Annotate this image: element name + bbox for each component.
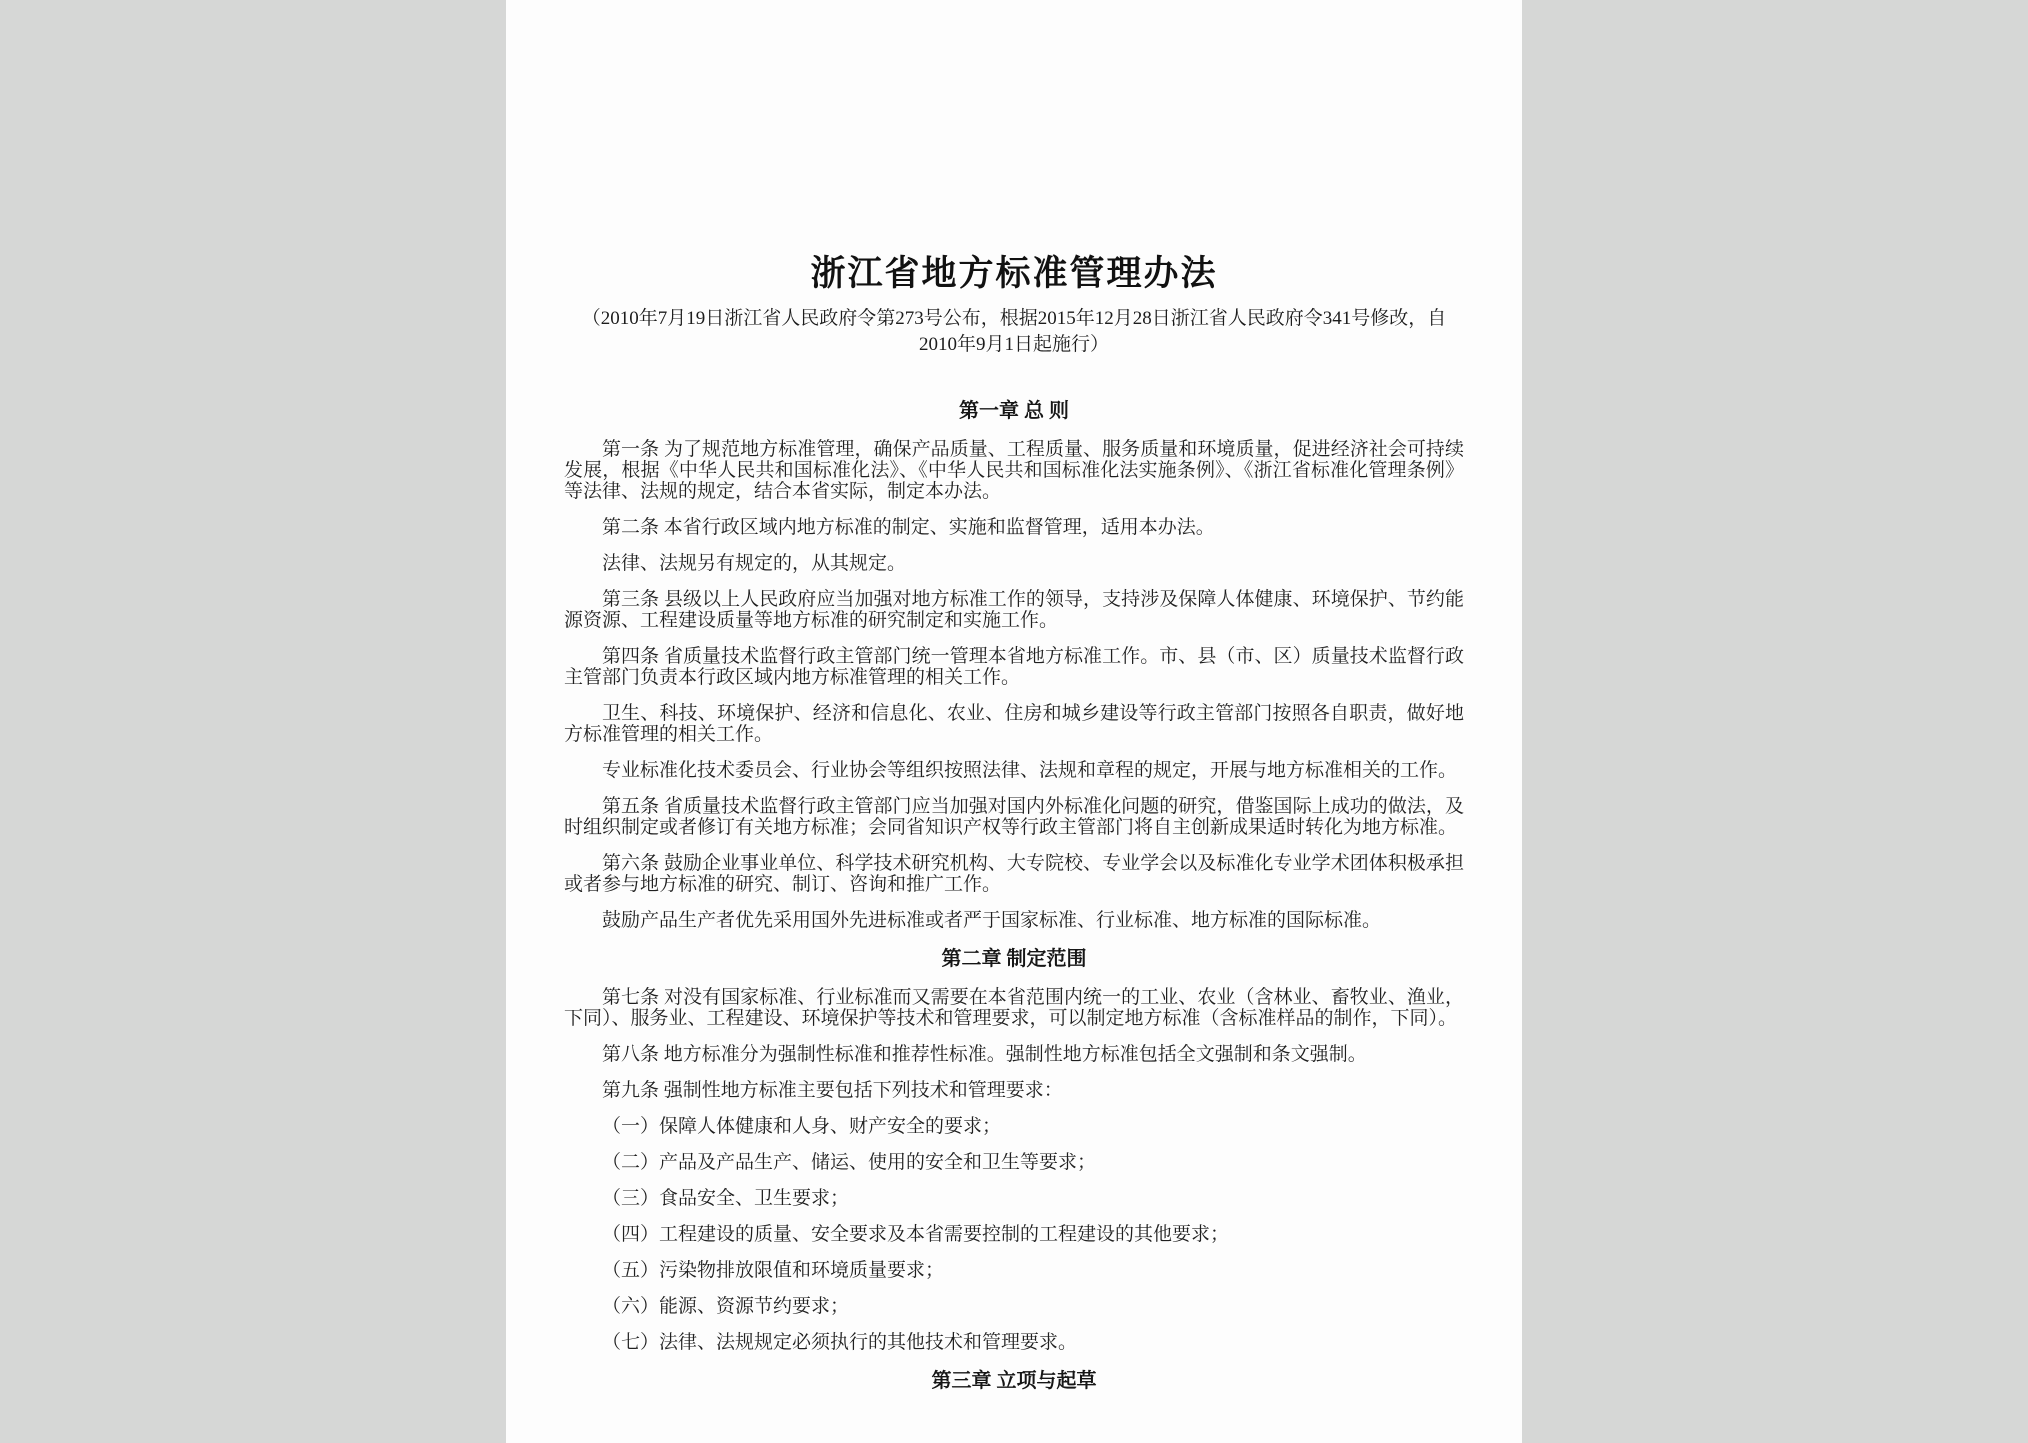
paragraph: （四）工程建设的质量、安全要求及本省需要控制的工程建设的其他要求； (602, 1224, 1230, 1245)
chapter-heading: 第一章 总 则 (959, 400, 1069, 422)
chapter-heading: 第二章 制定范围 (941, 948, 1087, 970)
document-page (506, 0, 1522, 1443)
paragraph: 第二条 本省行政区域内地方标准的制定、实施和监督管理，适用本办法。 (602, 517, 1215, 538)
paragraph: （七）法律、法规规定必须执行的其他技术和管理要求。 (602, 1332, 1078, 1353)
paragraph: 第三条 县级以上人民政府应当加强对地方标准工作的领导，支持涉及保障人体健康、环境保护、节约能源资源、工程建设质量等地方标准的研究制定和实施工作。 (564, 589, 1464, 631)
paragraph: 第六条 鼓励企业事业单位、科学技术研究机构、大专院校、专业学会以及标准化专业学术团体积极承担或者参与地方标准的研究、制订、咨询和推广工作。 (564, 853, 1464, 895)
paragraph: （三）食品安全、卫生要求； (602, 1188, 850, 1209)
paragraph: 第五条 省质量技术监督行政主管部门应当加强对国内外标准化问题的研究，借鉴国际上成功的做法，及时组织制定或者修订有关地方标准；会同省知识产权等行政主管部门将自主创新成果适时转化为地方标准。 (564, 796, 1464, 838)
paragraph: 第四条 省质量技术监督行政主管部门统一管理本省地方标准工作。市、县（市、区）质量技术监督行政主管部门负责本行政区域内地方标准管理的相关工作。 (564, 646, 1464, 688)
paragraph: （五）污染物排放限值和环境质量要求； (602, 1260, 945, 1281)
paragraph: 第九条 强制性地方标准主要包括下列技术和管理要求： (602, 1080, 1063, 1101)
paragraph: 第八条 地方标准分为强制性标准和推荐性标准。强制性地方标准包括全文强制和条文强制。 (602, 1044, 1367, 1065)
document-body (564, 398, 1464, 1394)
paragraph: 法律、法规另有规定的，从其规定。 (602, 553, 907, 574)
promulgation-note: （2010年7月19日浙江省人民政府令第273号公布，根据2015年12月28日浙江省人民政府令341号修改，自2010年9月1日起施行） (581, 308, 1447, 355)
chapter-heading: 第三章 立项与起草 (931, 1370, 1097, 1392)
paragraph: 第一条 为了规范地方标准管理，确保产品质量、工程质量、服务质量和环境质量，促进经济社会可持续发展，根据《中华人民共和国标准化法》、《中华人民共和国标准化法实施条例》、《浙江省标准化管理条例》等法律、法规的规定，结合本省实际，制定本办法。 (564, 439, 1464, 502)
paragraph: （二）产品及产品生产、储运、使用的安全和卫生等要求； (602, 1152, 1097, 1173)
paragraph: 第七条 对没有国家标准、行业标准而又需要在本省范围内统一的工业、农业（含林业、畜牧业、渔业，下同）、服务业、工程建设、环境保护等技术和管理要求，可以制定地方标准（含标准样品的制作，下同）。 (564, 987, 1464, 1029)
paragraph: （六）能源、资源节约要求； (602, 1296, 850, 1317)
paragraph: 鼓励产品生产者优先采用国外先进标准或者严于国家标准、行业标准、地方标准的国际标准。 (602, 910, 1382, 931)
document-title: 浙江省地方标准管理办法 (810, 254, 1218, 293)
paragraph: 卫生、科技、环境保护、经济和信息化、农业、住房和城乡建设等行政主管部门按照各自职责，做好地方标准管理的相关工作。 (564, 703, 1464, 745)
paragraph: 专业标准化技术委员会、行业协会等组织按照法律、法规和章程的规定，开展与地方标准相关的工作。 (602, 760, 1458, 781)
paragraph: （一）保障人体健康和人身、财产安全的要求； (602, 1116, 1002, 1137)
